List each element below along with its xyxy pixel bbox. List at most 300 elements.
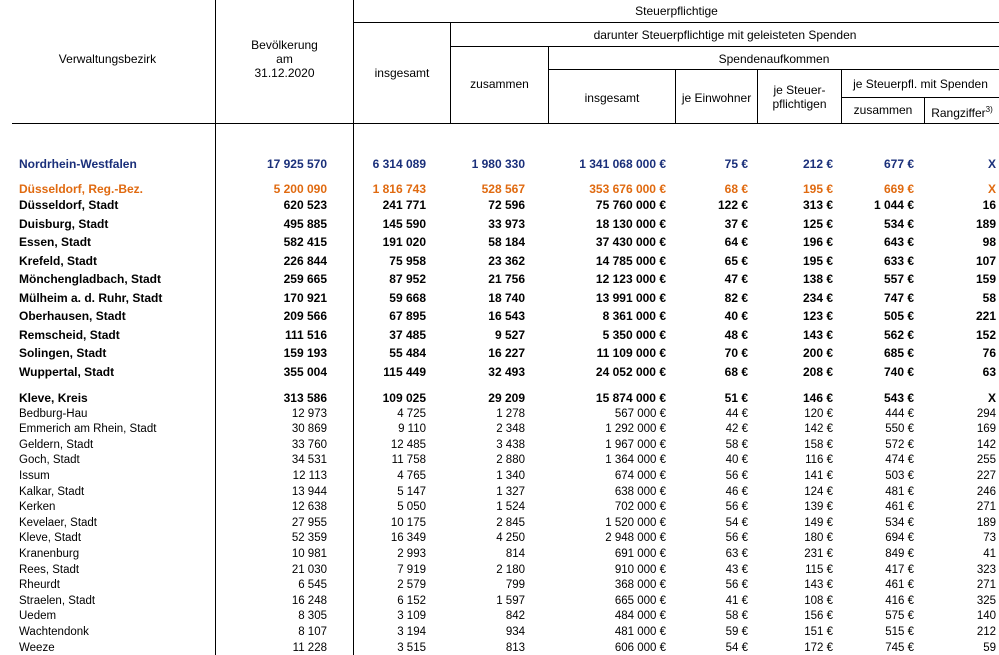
- table-cell: 543 €: [883, 391, 914, 405]
- district-name: Wuppertal, Stadt: [19, 365, 115, 379]
- table-cell: 368 000 €: [614, 579, 666, 592]
- table-cell: 484 000 €: [614, 610, 666, 623]
- table-cell: 52 359: [291, 532, 327, 545]
- table-cell: 21 030: [291, 563, 327, 576]
- table-row: [0, 500, 999, 516]
- table-cell: 111 516: [284, 328, 327, 342]
- table-cell: 146 €: [802, 391, 833, 405]
- table-cell: 461 €: [885, 579, 914, 592]
- table-cell: 115 449: [383, 365, 426, 379]
- table-cell: 76: [982, 346, 996, 360]
- table-row: [0, 469, 999, 485]
- table-cell: 255: [976, 454, 996, 467]
- district-name: Mönchengladbach, Stadt: [19, 272, 162, 286]
- table-cell: 56 €: [725, 532, 748, 545]
- table-cell: 313 €: [802, 198, 833, 212]
- table-cell: 638 000 €: [614, 485, 666, 498]
- table-row: [0, 363, 999, 381]
- table-cell: 515 €: [885, 625, 914, 638]
- table-cell: 12 973: [291, 407, 327, 420]
- district-name: Kalkar, Stadt: [19, 485, 85, 498]
- table-cell: 572 €: [885, 438, 914, 451]
- table-cell: 910 000 €: [614, 563, 666, 576]
- table-cell: 226 844: [283, 254, 327, 268]
- table-cell: 534 €: [883, 217, 914, 231]
- table-cell: 620 523: [283, 198, 327, 212]
- table-cell: 8 107: [298, 625, 327, 638]
- table-cell: 51 €: [724, 391, 748, 405]
- table-cell: 9 527: [494, 328, 525, 342]
- table-row: [0, 389, 999, 407]
- table-cell: 503 €: [885, 469, 914, 482]
- table-cell: 98: [982, 235, 996, 249]
- district-name: Wachtendonk: [19, 625, 89, 638]
- table-cell: 16 349: [390, 532, 426, 545]
- table-cell: 58: [982, 291, 996, 305]
- district-name: Kleve, Stadt: [19, 532, 82, 545]
- table-row: [0, 594, 999, 610]
- header-per-taxpayer-line2: pflichtigen: [772, 97, 827, 111]
- table-cell: 643 €: [883, 235, 914, 249]
- table-cell: 2 180: [496, 563, 525, 576]
- table-cell: 2 993: [397, 547, 426, 560]
- table-cell: 43 €: [725, 563, 748, 576]
- table-cell: 58 184: [488, 235, 525, 249]
- header-population: [216, 38, 353, 80]
- table-cell: 934: [505, 625, 525, 638]
- table-cell: 29 209: [488, 391, 525, 405]
- header-per-inhabitant: je Einwohner: [681, 91, 752, 105]
- table-cell: 59 €: [725, 625, 748, 638]
- table-cell: 1 980 330: [471, 157, 525, 171]
- district-name: Düsseldorf, Stadt: [19, 198, 119, 212]
- table-cell: 44 €: [725, 407, 748, 420]
- header-together: zusammen: [470, 77, 529, 91]
- table-cell: 528 567: [481, 182, 525, 196]
- table-cell: 143 €: [804, 579, 833, 592]
- table-row: [0, 531, 999, 547]
- table-row: [0, 407, 999, 423]
- table-cell: 2 348: [496, 423, 525, 436]
- table-cell: 196 €: [802, 235, 833, 249]
- table-cell: 12 638: [291, 501, 327, 514]
- table-cell: 241 771: [382, 198, 426, 212]
- table-row: [0, 344, 999, 362]
- table-cell: 550 €: [885, 423, 914, 436]
- table-cell: 37 430 000 €: [595, 235, 666, 249]
- district-name: Kleve, Kreis: [19, 391, 88, 405]
- table-cell: 6 152: [397, 594, 426, 607]
- table-row: [0, 155, 999, 173]
- table-row: [0, 578, 999, 594]
- table-cell: 32 493: [488, 365, 525, 379]
- table-cell: 40 €: [725, 454, 748, 467]
- table-cell: 3 194: [397, 625, 426, 638]
- header-pt-together: zusammen: [853, 103, 913, 117]
- table-cell: 18 130 000 €: [595, 217, 666, 231]
- table-cell: 849 €: [885, 547, 914, 560]
- table-cell: 125 €: [802, 217, 833, 231]
- district-name: Issum: [19, 469, 50, 482]
- table-cell: 1 292 000 €: [605, 423, 666, 436]
- district-name: Düsseldorf, Reg.-Bez.: [19, 182, 144, 196]
- table-cell: 21 756: [488, 272, 525, 286]
- table-cell: 123 €: [802, 309, 833, 323]
- table-cell: 189: [976, 516, 996, 529]
- table-row: [0, 516, 999, 532]
- district-name: Geldern, Stadt: [19, 438, 94, 451]
- table-cell: 685 €: [883, 346, 914, 360]
- district-name: Goch, Stadt: [19, 454, 80, 467]
- header-population-line1: Bevölkerung: [251, 38, 318, 52]
- table-cell: 122 €: [717, 198, 748, 212]
- table-cell: 48 €: [724, 328, 748, 342]
- table-row: [0, 625, 999, 641]
- table-cell: 17 925 570: [266, 157, 327, 171]
- table-row: [0, 609, 999, 625]
- table-cell: 1 524: [496, 501, 525, 514]
- district-name: Kevelaer, Stadt: [19, 516, 97, 529]
- table-cell: 11 109 000 €: [596, 346, 666, 360]
- table-cell: 1 278: [496, 407, 525, 420]
- table-cell: X: [987, 182, 996, 196]
- table-cell: 2 948 000 €: [605, 532, 666, 545]
- table-cell: 87 952: [389, 272, 426, 286]
- district-name: Remscheid, Stadt: [19, 328, 120, 342]
- table-cell: 65 €: [724, 254, 748, 268]
- header-volume-total: insgesamt: [584, 91, 640, 105]
- district-name: Nordrhein-Westfalen: [19, 157, 137, 171]
- table-cell: 27 955: [291, 516, 327, 529]
- table-cell: 116 €: [805, 454, 833, 467]
- table-row: [0, 641, 999, 655]
- table-cell: 1 341 068 000 €: [579, 157, 666, 171]
- district-name: Rees, Stadt: [19, 563, 80, 576]
- table-cell: 1 597: [496, 594, 525, 607]
- table-cell: 33 973: [488, 217, 525, 231]
- header-per-taxpayer-line1: je Steuer-: [773, 83, 826, 97]
- table-cell: 63: [982, 365, 996, 379]
- table-cell: 11 758: [391, 454, 426, 467]
- table-cell: 8 305: [298, 610, 327, 623]
- table-cell: X: [987, 157, 996, 171]
- table-cell: 633 €: [883, 254, 914, 268]
- table-cell: 246: [976, 485, 996, 498]
- header-donation-volume: Spendenaufkommen: [718, 52, 830, 66]
- table-row: [0, 438, 999, 454]
- table-cell: 813: [505, 641, 525, 654]
- table-cell: 1 967 000 €: [605, 438, 666, 451]
- table-cell: 142 €: [804, 423, 833, 436]
- table-cell: 41: [983, 547, 996, 560]
- table-cell: 16: [982, 198, 996, 212]
- table-cell: 37 485: [389, 328, 426, 342]
- district-name: Weeze: [19, 641, 55, 654]
- table-cell: 814: [505, 547, 525, 560]
- table-cell: 34 531: [291, 454, 327, 467]
- table-row: [0, 547, 999, 563]
- table-row: [0, 215, 999, 233]
- header-per-taxpayer-with-donations: je Steuerpfl. mit Spenden: [853, 77, 988, 91]
- table-cell: 1 327: [496, 485, 525, 498]
- table-cell: 140: [976, 610, 996, 623]
- table-cell: 58 €: [725, 610, 748, 623]
- table-cell: 461 €: [885, 501, 914, 514]
- table-cell: 56 €: [725, 579, 748, 592]
- table-cell: 68 €: [724, 365, 748, 379]
- table-cell: 4 725: [397, 407, 426, 420]
- table-cell: 72 596: [488, 198, 525, 212]
- table-cell: 212 €: [802, 157, 833, 171]
- table-cell: 567 000 €: [614, 407, 666, 420]
- table-cell: 231 €: [804, 547, 833, 560]
- table-cell: 582 415: [283, 235, 327, 249]
- table-row: [0, 326, 999, 344]
- district-name: Kerken: [19, 501, 56, 514]
- table-cell: 3 515: [397, 641, 426, 654]
- table-header: [0, 0, 999, 124]
- table-cell: X: [987, 391, 996, 405]
- table-cell: 702 000 €: [614, 501, 666, 514]
- table-cell: 46 €: [725, 485, 748, 498]
- table-cell: 16 543: [488, 309, 525, 323]
- table-cell: 3 109: [397, 610, 426, 623]
- table-cell: 1 816 743: [372, 182, 426, 196]
- table-cell: 16 248: [291, 594, 327, 607]
- table-cell: 7 919: [397, 563, 426, 576]
- table-cell: 221: [975, 309, 996, 323]
- table-cell: 56 €: [725, 501, 748, 514]
- table-cell: 745 €: [885, 641, 914, 654]
- table-cell: 10 981: [291, 547, 327, 560]
- table-cell: 55 484: [389, 346, 426, 360]
- header-population-line3: 31.12.2020: [254, 66, 315, 80]
- table-cell: 677 €: [883, 157, 914, 171]
- table-cell: 40 €: [724, 309, 748, 323]
- table-cell: 152: [975, 328, 996, 342]
- table-row: [0, 422, 999, 438]
- table-cell: 180 €: [804, 532, 833, 545]
- table-cell: 606 000 €: [614, 641, 666, 654]
- table-cell: 156 €: [804, 610, 833, 623]
- table-cell: 107: [975, 254, 996, 268]
- header-taxpayers: Steuerpflichtige: [635, 4, 718, 18]
- table-row: [0, 196, 999, 214]
- table-cell: 9 110: [398, 423, 426, 436]
- table-cell: 120 €: [804, 407, 833, 420]
- table-cell: 67 895: [389, 309, 426, 323]
- table-cell: 191 020: [382, 235, 426, 249]
- table-cell: 10 175: [390, 516, 426, 529]
- table-cell: 5 147: [397, 485, 426, 498]
- table-cell: 562 €: [883, 328, 914, 342]
- table-cell: 5 350 000 €: [602, 328, 666, 342]
- table-row: [0, 252, 999, 270]
- table-cell: 75 €: [724, 157, 748, 171]
- table-row: [0, 307, 999, 325]
- district-name: Kranenburg: [19, 547, 80, 560]
- table-cell: 669 €: [883, 182, 914, 196]
- table-cell: 1 520 000 €: [605, 516, 666, 529]
- table-cell: 416 €: [885, 594, 914, 607]
- table-cell: 2 880: [496, 454, 525, 467]
- table-cell: 158 €: [804, 438, 833, 451]
- header-rank: [925, 103, 999, 120]
- table-cell: 674 000 €: [614, 469, 666, 482]
- table-cell: 1 044 €: [873, 198, 914, 212]
- district-name: Essen, Stadt: [19, 235, 92, 249]
- table-cell: 534 €: [885, 516, 914, 529]
- table-cell: 189: [975, 217, 996, 231]
- table-cell: 691 000 €: [614, 547, 666, 560]
- table-cell: 33 760: [291, 438, 327, 451]
- district-name: Solingen, Stadt: [19, 346, 107, 360]
- header-rank-label: Rangziffer: [931, 106, 986, 120]
- table-cell: 1 364 000 €: [605, 454, 666, 467]
- table-cell: 209 566: [283, 309, 327, 323]
- table-row: [0, 563, 999, 579]
- table-cell: 2 579: [397, 579, 426, 592]
- table-cell: 195 €: [802, 254, 833, 268]
- table-cell: 172 €: [804, 641, 833, 654]
- district-name: Uedem: [19, 610, 57, 623]
- header-population-line2: am: [276, 52, 293, 66]
- table-cell: 271: [976, 501, 996, 514]
- table-cell: 294: [976, 407, 996, 420]
- table-cell: 353 676 000 €: [589, 182, 666, 196]
- table-cell: 212: [976, 625, 996, 638]
- table-cell: 41 €: [725, 594, 748, 607]
- table-cell: 481 €: [885, 485, 914, 498]
- table-cell: 12 113: [292, 469, 327, 482]
- table-cell: 5 050: [397, 501, 426, 514]
- table-cell: 1 340: [496, 469, 525, 482]
- table-cell: 170 921: [283, 291, 327, 305]
- table-row: [0, 485, 999, 501]
- table-cell: 665 000 €: [614, 594, 666, 607]
- table-cell: 159 193: [283, 346, 327, 360]
- table-cell: 495 885: [283, 217, 327, 231]
- table-cell: 54 €: [725, 641, 748, 654]
- table-cell: 59 668: [389, 291, 426, 305]
- table-cell: 70 €: [724, 346, 748, 360]
- table-cell: 12 123 000 €: [595, 272, 666, 286]
- table-cell: 149 €: [804, 516, 833, 529]
- table-cell: 142: [976, 438, 996, 451]
- table-cell: 208 €: [802, 365, 833, 379]
- table-cell: 12 485: [390, 438, 426, 451]
- table-cell: 195 €: [802, 182, 833, 196]
- district-name: Duisburg, Stadt: [19, 217, 109, 231]
- table-cell: 323: [976, 563, 996, 576]
- table-cell: 6 314 089: [372, 157, 426, 171]
- table-cell: 271: [976, 579, 996, 592]
- table-cell: 4 250: [496, 532, 525, 545]
- table-cell: 259 665: [283, 272, 327, 286]
- table-row: [0, 453, 999, 469]
- table-row: [0, 289, 999, 307]
- table-cell: 63 €: [725, 547, 748, 560]
- table-cell: 169: [976, 423, 996, 436]
- table-cell: 8 361 000 €: [602, 309, 666, 323]
- header-total: insgesamt: [374, 66, 430, 80]
- table-cell: 5 200 090: [273, 182, 327, 196]
- header-with-donations: darunter Steuerpflichtige mit geleisteten Spenden: [593, 28, 857, 42]
- table-cell: 108 €: [804, 594, 833, 607]
- table-cell: 234 €: [802, 291, 833, 305]
- table-cell: 15 874 000 €: [595, 391, 666, 405]
- table-cell: 59: [983, 641, 996, 654]
- table-cell: 13 944: [291, 485, 327, 498]
- table-cell: 64 €: [724, 235, 748, 249]
- table-cell: 799: [505, 579, 525, 592]
- district-name: Bedburg-Hau: [19, 407, 88, 420]
- table-cell: 481 000 €: [614, 625, 666, 638]
- district-name: Straelen, Stadt: [19, 594, 96, 607]
- table-cell: 16 227: [488, 346, 525, 360]
- table-cell: 14 785 000 €: [595, 254, 666, 268]
- header-district: Verwaltungsbezirk: [58, 52, 157, 66]
- table-cell: 42 €: [725, 423, 748, 436]
- table-cell: 4 765: [397, 469, 426, 482]
- table-cell: 694 €: [885, 532, 914, 545]
- table-cell: 11 228: [292, 641, 327, 654]
- table-cell: 24 052 000 €: [595, 365, 666, 379]
- table-cell: 417 €: [885, 563, 914, 576]
- district-name: Emmerich am Rhein, Stadt: [19, 423, 157, 436]
- table-cell: 227: [976, 469, 996, 482]
- table-cell: 444 €: [885, 407, 914, 420]
- table-cell: 23 362: [488, 254, 525, 268]
- table-cell: 200 €: [802, 346, 833, 360]
- table-cell: 82 €: [724, 291, 748, 305]
- table-cell: 842: [505, 610, 525, 623]
- table-cell: 313 586: [283, 391, 327, 405]
- district-name: Rheurdt: [19, 579, 60, 592]
- table-cell: 3 438: [496, 438, 525, 451]
- table-cell: 557 €: [883, 272, 914, 286]
- table-cell: 141 €: [804, 469, 833, 482]
- district-name: Oberhausen, Stadt: [19, 309, 126, 323]
- table-cell: 143 €: [802, 328, 833, 342]
- table-cell: 30 869: [291, 423, 327, 436]
- district-name: Krefeld, Stadt: [19, 254, 98, 268]
- table-cell: 54 €: [725, 516, 748, 529]
- table-cell: 2 845: [496, 516, 525, 529]
- table-row: [0, 233, 999, 251]
- table-cell: 124 €: [804, 485, 833, 498]
- table-cell: 73: [983, 532, 996, 545]
- table-cell: 75 760 000 €: [595, 198, 666, 212]
- district-name: Mülheim a. d. Ruhr, Stadt: [19, 291, 163, 305]
- table-cell: 138 €: [802, 272, 833, 286]
- header-rank-footnote: 3): [985, 105, 993, 114]
- table-cell: 151 €: [804, 625, 833, 638]
- table-cell: 37 €: [724, 217, 748, 231]
- table-row: [0, 270, 999, 288]
- table-cell: 740 €: [883, 365, 914, 379]
- table-cell: 325: [976, 594, 996, 607]
- table-cell: 115 €: [805, 563, 833, 576]
- table-cell: 355 004: [283, 365, 327, 379]
- header-per-taxpayer: [758, 83, 841, 111]
- table-cell: 139 €: [804, 501, 833, 514]
- table-cell: 56 €: [725, 469, 748, 482]
- table-cell: 575 €: [885, 610, 914, 623]
- table-cell: 747 €: [883, 291, 914, 305]
- table-cell: 13 991 000 €: [595, 291, 666, 305]
- table-cell: 68 €: [724, 182, 748, 196]
